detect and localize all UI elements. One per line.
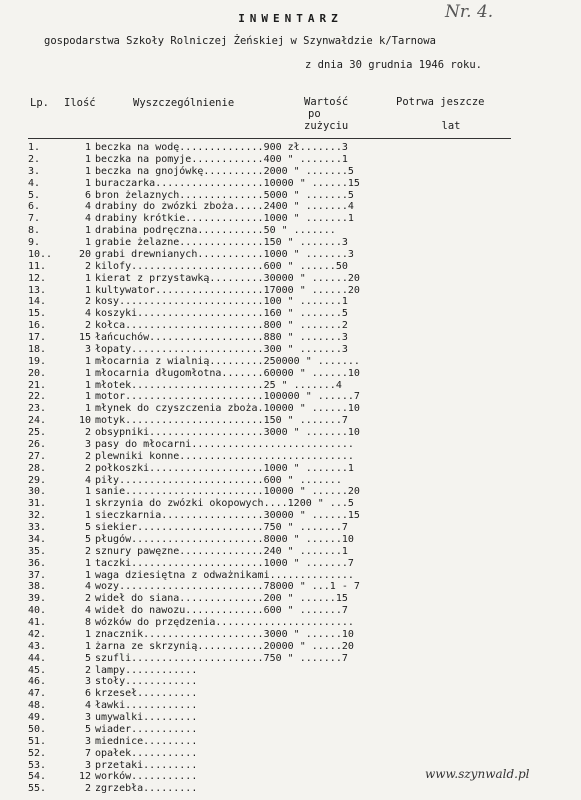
- inventory-row: [0, 475, 581, 487]
- inventory-row: [0, 593, 581, 605]
- header-potrwa-line2: lat: [441, 120, 461, 132]
- inventory-row: [0, 700, 581, 712]
- row-quantity: 4: [84, 581, 91, 593]
- row-description: łopaty......................300 " .......3: [95, 343, 348, 355]
- row-quantity: 1: [84, 225, 91, 237]
- row-quantity: 20: [78, 248, 91, 260]
- inventory-row: [0, 249, 581, 261]
- row-number: 24.: [28, 415, 47, 427]
- row-quantity: 1: [84, 177, 91, 189]
- row-quantity: 2: [84, 664, 91, 676]
- row-description: krzeseł..........: [95, 688, 198, 700]
- row-number: 33.: [28, 522, 47, 533]
- row-number: 51.: [28, 735, 47, 747]
- inventory-row: [0, 486, 581, 498]
- row-description: sznury pawęzne..............240 " .......1: [95, 545, 348, 557]
- row-number: 11.: [28, 260, 47, 272]
- inventory-row: [0, 581, 581, 593]
- row-number: 53.: [28, 759, 47, 771]
- row-description: grabi drewnianych...........1000 " .......3: [95, 248, 354, 260]
- row-number: 54.: [28, 771, 47, 783]
- inventory-row: [0, 403, 581, 415]
- row-number: 4.: [28, 177, 41, 189]
- inventory-row: [0, 463, 581, 475]
- header-potrwa: [396, 96, 506, 132]
- inventory-row: [0, 688, 581, 700]
- row-quantity: 2: [84, 427, 91, 438]
- row-number: 20.: [28, 367, 47, 379]
- row-description: beczka na pomyje............400 " .......1: [95, 153, 348, 165]
- row-description: grabie żelazne..............150 " .......3: [95, 237, 348, 248]
- row-description: stoły............: [95, 676, 198, 688]
- row-description: lampy............: [95, 664, 198, 676]
- row-description: sanie.......................10000 " ......20: [95, 486, 360, 498]
- inventory-row: [0, 332, 581, 344]
- row-quantity: 3: [84, 759, 91, 771]
- row-number: 27.: [28, 450, 47, 462]
- row-number: 39.: [28, 593, 47, 605]
- row-quantity: 1: [84, 142, 91, 153]
- row-description: połkoszki...................1000 " .......1: [95, 462, 354, 474]
- row-description: piły........................600 " .......: [95, 474, 342, 486]
- row-quantity: 1: [84, 498, 91, 510]
- inventory-list: [0, 142, 581, 795]
- inventory-row: [0, 213, 581, 225]
- row-number: 38.: [28, 581, 47, 593]
- row-number: 8.: [28, 225, 41, 237]
- document-title: INWENTARZ: [238, 12, 343, 25]
- row-description: młocarnia długomłotna.......60000 " ......10: [95, 367, 360, 379]
- row-description: siekier.....................750 " .......7: [95, 522, 348, 533]
- inventory-row: [0, 308, 581, 320]
- row-description: wiader...........: [95, 723, 198, 735]
- row-description: taczki......................1000 " .......7: [95, 557, 354, 569]
- row-description: szufli......................750 " .......7: [95, 652, 348, 664]
- inventory-row: [0, 356, 581, 368]
- row-description: łańcuchów...................880 " .......3: [95, 332, 348, 343]
- row-description: drabina podręczna...........50 " .......: [95, 225, 336, 237]
- row-description: bron żelaznych..............5000 " .......5: [95, 189, 354, 201]
- row-description: buraczarka..................10000 " ......15: [95, 177, 360, 189]
- row-number: 16.: [28, 320, 47, 332]
- inventory-row: [0, 320, 581, 332]
- row-number: 52.: [28, 747, 47, 759]
- inventory-row: [0, 380, 581, 392]
- row-quantity: 2: [84, 593, 91, 605]
- row-quantity: 7: [84, 747, 91, 759]
- row-number: 22.: [28, 391, 47, 403]
- row-description: worków...........: [95, 771, 198, 783]
- row-quantity: 1: [84, 355, 91, 367]
- inventory-row: [0, 617, 581, 629]
- row-quantity: 3: [84, 438, 91, 450]
- row-description: wozy........................78000 " ...1 - 7: [95, 581, 360, 593]
- inventory-row: [0, 273, 581, 285]
- row-number: 37.: [28, 569, 47, 581]
- row-number: 41.: [28, 617, 47, 628]
- row-number: 31.: [28, 498, 47, 510]
- inventory-row: [0, 736, 581, 748]
- row-number: 50.: [28, 723, 47, 735]
- row-number: 1.: [28, 142, 41, 153]
- row-quantity: 3: [84, 676, 91, 688]
- row-number: 45.: [28, 664, 47, 676]
- row-description: umywalki.........: [95, 712, 198, 723]
- inventory-row: [0, 641, 581, 653]
- row-quantity: 1: [84, 557, 91, 569]
- inventory-row: [0, 344, 581, 356]
- inventory-row: [0, 558, 581, 570]
- row-description: kosy........................100 " .......1: [95, 296, 348, 308]
- inventory-row: [0, 427, 581, 439]
- header-divider: [28, 138, 511, 139]
- inventory-row: [0, 676, 581, 688]
- inventory-row: [0, 522, 581, 534]
- document-date: z dnia 30 grudnia 1946 roku.: [305, 59, 483, 71]
- row-quantity: 1: [84, 628, 91, 640]
- inventory-row: [0, 285, 581, 297]
- row-number: 34.: [28, 533, 47, 545]
- row-quantity: 2: [84, 462, 91, 474]
- inventory-row: [0, 534, 581, 546]
- inventory-row: [0, 201, 581, 213]
- row-quantity: 3: [84, 343, 91, 355]
- row-number: 10..: [28, 248, 53, 260]
- row-number: 48.: [28, 700, 47, 712]
- row-quantity: 3: [84, 712, 91, 723]
- inventory-row: [0, 368, 581, 380]
- row-description: motor.......................100000 " ......7: [95, 391, 360, 403]
- header-wyszczegolnienie: Wyszczególnienie: [133, 97, 235, 109]
- header-wartosc-line1: Wartość: [304, 96, 349, 108]
- row-number: 15.: [28, 308, 47, 320]
- inventory-row: [0, 712, 581, 724]
- row-quantity: 1: [84, 379, 91, 391]
- row-number: 46.: [28, 676, 47, 688]
- row-description: sieczkarnia.................30000 " ......15: [95, 510, 360, 522]
- row-number: 29.: [28, 474, 47, 486]
- row-quantity: 3: [84, 735, 91, 747]
- row-description: młocarnia z wialnią.........250000 " .......: [95, 355, 360, 367]
- row-description: wideł do siana..............200 " ......15: [95, 593, 348, 605]
- row-description: kołca.......................800 " .......2: [95, 320, 348, 332]
- row-description: beczka na wodę..............900 zł.......3: [95, 142, 348, 153]
- inventory-row: [0, 142, 581, 154]
- row-number: 36.: [28, 557, 47, 569]
- row-quantity: 1: [84, 272, 91, 284]
- row-quantity: 2: [84, 450, 91, 462]
- inventory-row: [0, 178, 581, 190]
- inventory-row: [0, 783, 581, 795]
- inventory-row: [0, 629, 581, 641]
- row-number: 19.: [28, 355, 47, 367]
- row-quantity: 2: [84, 260, 91, 272]
- inventory-row: [0, 261, 581, 273]
- row-quantity: 12: [78, 771, 91, 783]
- row-description: miednice.........: [95, 735, 198, 747]
- row-quantity: 4: [84, 474, 91, 486]
- row-description: pasy do młocarni...........................: [95, 438, 354, 450]
- inventory-row: [0, 665, 581, 677]
- inventory-row: [0, 653, 581, 665]
- row-description: kultywator..................17000 " ......20: [95, 284, 360, 296]
- row-description: kilofy......................600 " ......50: [95, 260, 348, 272]
- row-number: 23.: [28, 403, 47, 415]
- row-quantity: 4: [84, 605, 91, 617]
- row-description: ławki............: [95, 700, 198, 712]
- row-number: 21.: [28, 379, 47, 391]
- row-description: wózków do przędzenia.......................: [95, 617, 354, 628]
- row-quantity: 2: [84, 783, 91, 795]
- row-number: 47.: [28, 688, 47, 700]
- row-number: 44.: [28, 652, 47, 664]
- row-quantity: 1: [84, 165, 91, 177]
- inventory-row: [0, 391, 581, 403]
- inventory-row: [0, 724, 581, 736]
- row-description: młotek......................25 " .......4: [95, 379, 342, 391]
- inventory-row: [0, 190, 581, 202]
- row-description: koszyki.....................160 " .......5: [95, 308, 348, 320]
- header-wartosc-line3: zużyciu: [304, 120, 349, 132]
- row-description: młynek do czyszczenia zboża.10000 " ......10: [95, 403, 360, 415]
- row-quantity: 1: [84, 510, 91, 522]
- row-number: 6.: [28, 201, 41, 213]
- inventory-row: [0, 154, 581, 166]
- row-number: 2.: [28, 153, 41, 165]
- row-quantity: 2: [84, 545, 91, 557]
- row-number: 26.: [28, 438, 47, 450]
- row-quantity: 6: [84, 189, 91, 201]
- row-quantity: 1: [84, 284, 91, 296]
- row-number: 49.: [28, 712, 47, 723]
- row-number: 18.: [28, 343, 47, 355]
- row-description: beczka na gnojówkę..........2000 " .......5: [95, 165, 354, 177]
- row-number: 40.: [28, 605, 47, 617]
- row-number: 28.: [28, 462, 47, 474]
- inventory-row: [0, 605, 581, 617]
- header-potrwa-line1: Potrwa jeszcze: [396, 96, 485, 108]
- row-number: 25.: [28, 427, 47, 438]
- inventory-row: [0, 166, 581, 178]
- row-quantity: 10: [78, 415, 91, 427]
- row-number: 13.: [28, 284, 47, 296]
- row-quantity: 4: [84, 308, 91, 320]
- inventory-row: [0, 415, 581, 427]
- row-quantity: 5: [84, 533, 91, 545]
- header-ilosc: Ilość: [64, 97, 96, 109]
- inventory-row: [0, 296, 581, 308]
- row-description: opałek...........: [95, 747, 198, 759]
- inventory-row: [0, 451, 581, 463]
- row-quantity: 4: [84, 201, 91, 213]
- row-quantity: 15: [78, 332, 91, 343]
- row-number: 9.: [28, 237, 41, 248]
- inventory-row: [0, 570, 581, 582]
- row-description: kierat z przystawką.........30000 " ......20: [95, 272, 360, 284]
- row-description: drabiny do zwózki zboża.....2400 " .......4: [95, 201, 354, 213]
- row-quantity: 1: [84, 153, 91, 165]
- row-quantity: 1: [84, 640, 91, 652]
- row-quantity: 1: [84, 569, 91, 581]
- row-quantity: 1: [84, 367, 91, 379]
- header-wartosc-line2: po: [308, 108, 321, 120]
- inventory-row: [0, 237, 581, 249]
- row-number: 12.: [28, 272, 47, 284]
- row-quantity: 1: [84, 391, 91, 403]
- row-description: żarna ze skrzynią...........20000 " .....20: [95, 640, 354, 652]
- row-description: wideł do nawozu.............600 " .......7: [95, 605, 348, 617]
- row-quantity: 4: [84, 700, 91, 712]
- row-quantity: 5: [84, 723, 91, 735]
- row-description: zgrzebła.........: [95, 783, 198, 795]
- row-quantity: 4: [84, 213, 91, 225]
- row-number: 17.: [28, 332, 47, 343]
- row-quantity: 5: [84, 652, 91, 664]
- row-description: pługów......................8000 " ......10: [95, 533, 354, 545]
- row-number: 32.: [28, 510, 47, 522]
- row-quantity: 5: [84, 522, 91, 533]
- row-number: 43.: [28, 640, 47, 652]
- row-description: waga dziesiętna z odważnikami..............: [95, 569, 354, 581]
- row-number: 30.: [28, 486, 47, 498]
- inventory-row: [0, 510, 581, 522]
- row-description: drabiny krótkie.............1000 " .......1: [95, 213, 354, 225]
- row-quantity: 2: [84, 296, 91, 308]
- inventory-row: [0, 546, 581, 558]
- row-quantity: 1: [84, 237, 91, 248]
- row-quantity: 6: [84, 688, 91, 700]
- row-quantity: 8: [84, 617, 91, 628]
- row-number: 7.: [28, 213, 41, 225]
- footer-watermark: www.szynwald.pl: [425, 767, 530, 781]
- row-description: znacznik....................3000 " ......10: [95, 628, 354, 640]
- row-description: przetaki.........: [95, 759, 198, 771]
- inventory-row: [0, 225, 581, 237]
- header-lp: Lp.: [30, 97, 49, 109]
- row-number: 5.: [28, 189, 41, 201]
- row-quantity: 1: [84, 486, 91, 498]
- row-description: plewniki konne.............................: [95, 450, 354, 462]
- row-number: 35.: [28, 545, 47, 557]
- row-quantity: 2: [84, 320, 91, 332]
- inventory-row: [0, 498, 581, 510]
- row-description: obsypniki...................3000 " .......10: [95, 427, 360, 438]
- row-number: 3.: [28, 165, 41, 177]
- header-wartosc: [304, 96, 364, 132]
- handwritten-note: Nr. 4.: [445, 2, 494, 22]
- document-subtitle: gospodarstwa Szkoły Rolniczej Żeńskiej w Szynwałdzie k/Tarnowa: [44, 35, 436, 47]
- row-number: 42.: [28, 628, 47, 640]
- row-description: skrzynia do zwózki okopowych....1200 " ...5: [95, 498, 354, 510]
- row-number: 14.: [28, 296, 47, 308]
- inventory-row: [0, 439, 581, 451]
- row-quantity: 1: [84, 403, 91, 415]
- row-description: motyk.......................150 " .......7: [95, 415, 348, 427]
- inventory-row: [0, 748, 581, 760]
- row-number: 55.: [28, 783, 47, 795]
